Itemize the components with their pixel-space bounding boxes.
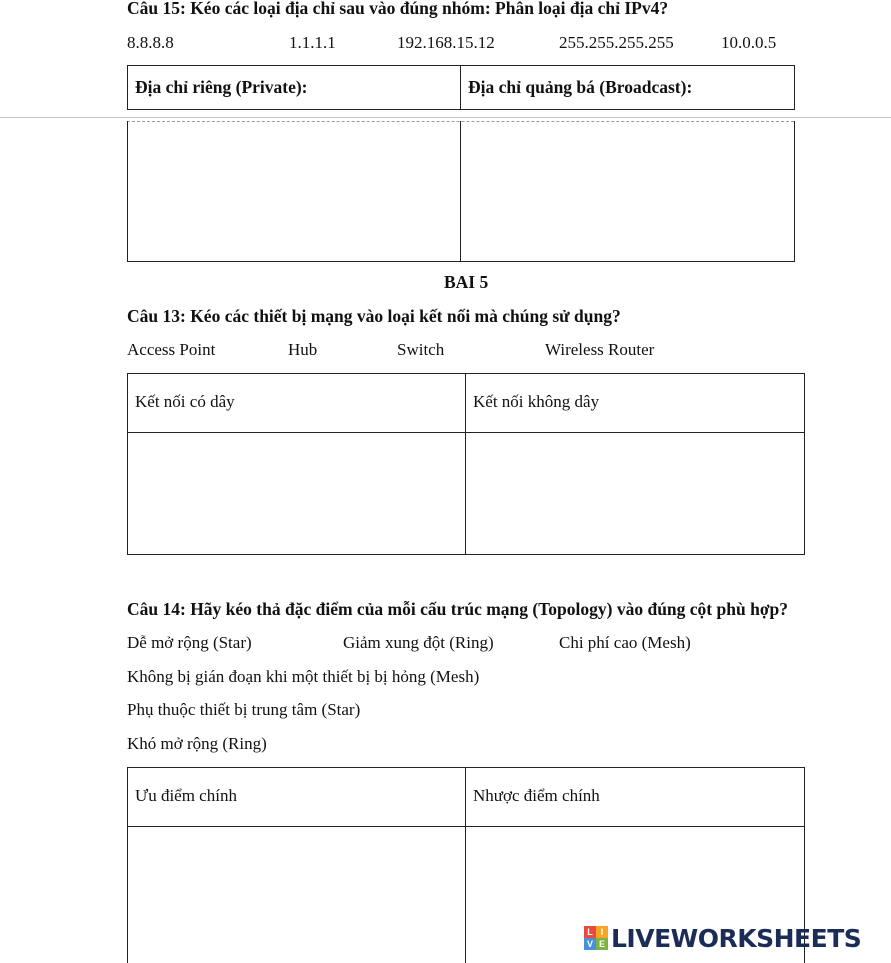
- liveworksheets-logo-text: LIVEWORKSHEETS: [611, 923, 862, 953]
- q15-dropzone-private[interactable]: [127, 121, 461, 262]
- q14-dropzone-advantages[interactable]: [127, 826, 466, 963]
- drag-item-access-point[interactable]: Access Point: [127, 340, 216, 359]
- drag-item-hub[interactable]: Hub: [288, 340, 318, 359]
- q14-question: Câu 14: Hãy kéo thả đặc điểm của mỗi cấu trúc mạng (Topology) vào đúng cột phù hợp?: [127, 599, 788, 619]
- drag-item-switch[interactable]: Switch: [397, 340, 445, 359]
- q15-header-private-label: Địa chỉ riêng (Private):: [135, 77, 308, 97]
- q14-header-disadvantages-label: Nhược điểm chính: [473, 786, 600, 805]
- drag-item-ip-8888[interactable]: 8.8.8.8: [127, 33, 174, 52]
- drag-item-ring-less-collision[interactable]: Giảm xung đột (Ring): [343, 633, 494, 652]
- drag-item-mesh-no-interruption[interactable]: Không bị gián đoạn khi một thiết bị bị hỏng (Mesh): [127, 667, 480, 686]
- q13-question: Câu 13: Kéo các thiết bị mạng vào loại kết nối mà chúng sử dụng?: [127, 306, 621, 326]
- logo-letter-l: L: [584, 926, 596, 938]
- logo-letter-v: V: [584, 938, 596, 950]
- q13-header-wireless: [465, 373, 805, 433]
- logo-letter-i: I: [596, 926, 608, 938]
- q15-question: Câu 15: Kéo các loại địa chỉ sau vào đúng nhóm: Phân loại địa chỉ IPv4?: [127, 0, 669, 18]
- q15-header-broadcast: [460, 65, 795, 110]
- q15-header-private: [127, 65, 461, 110]
- q14-header-advantages-label: Ưu điểm chính: [135, 786, 237, 805]
- drag-item-wireless-router[interactable]: Wireless Router: [545, 340, 655, 359]
- drag-item-ip-1111[interactable]: 1.1.1.1: [289, 33, 336, 52]
- drag-item-star-central-dependency[interactable]: Phụ thuộc thiết bị trung tâm (Star): [127, 700, 361, 719]
- q13-dropzone-wired[interactable]: [127, 432, 466, 555]
- drag-item-ip-broadcast[interactable]: 255.255.255.255: [559, 33, 674, 52]
- liveworksheets-logo: [584, 923, 861, 953]
- q13-header-wired: [127, 373, 466, 433]
- q13-header-wireless-label: Kết nối không dây: [473, 392, 600, 411]
- q13-dropzone-wireless[interactable]: [465, 432, 805, 555]
- drag-item-mesh-high-cost[interactable]: Chi phí cao (Mesh): [559, 633, 691, 652]
- q13-header-wired-label: Kết nối có dây: [135, 392, 235, 411]
- logo-letter-e: E: [596, 938, 608, 950]
- q15-header-broadcast-label: Địa chỉ quảng bá (Broadcast):: [468, 77, 693, 97]
- drag-item-ip-10005[interactable]: 10.0.0.5: [721, 33, 777, 52]
- page-break-line: [0, 117, 891, 118]
- drag-item-star-scalable[interactable]: Dễ mở rộng (Star): [127, 633, 252, 652]
- q14-header-disadvantages: [465, 767, 805, 827]
- drag-item-ip-192-168-15-12[interactable]: 192.168.15.12: [397, 33, 495, 52]
- q15-dropzone-broadcast[interactable]: [460, 121, 795, 262]
- q14-header-advantages: [127, 767, 466, 827]
- section-title: BAI 5: [444, 272, 489, 292]
- liveworksheets-logo-icon: [584, 926, 608, 950]
- drag-item-ring-hard-to-scale[interactable]: Khó mở rộng (Ring): [127, 734, 267, 753]
